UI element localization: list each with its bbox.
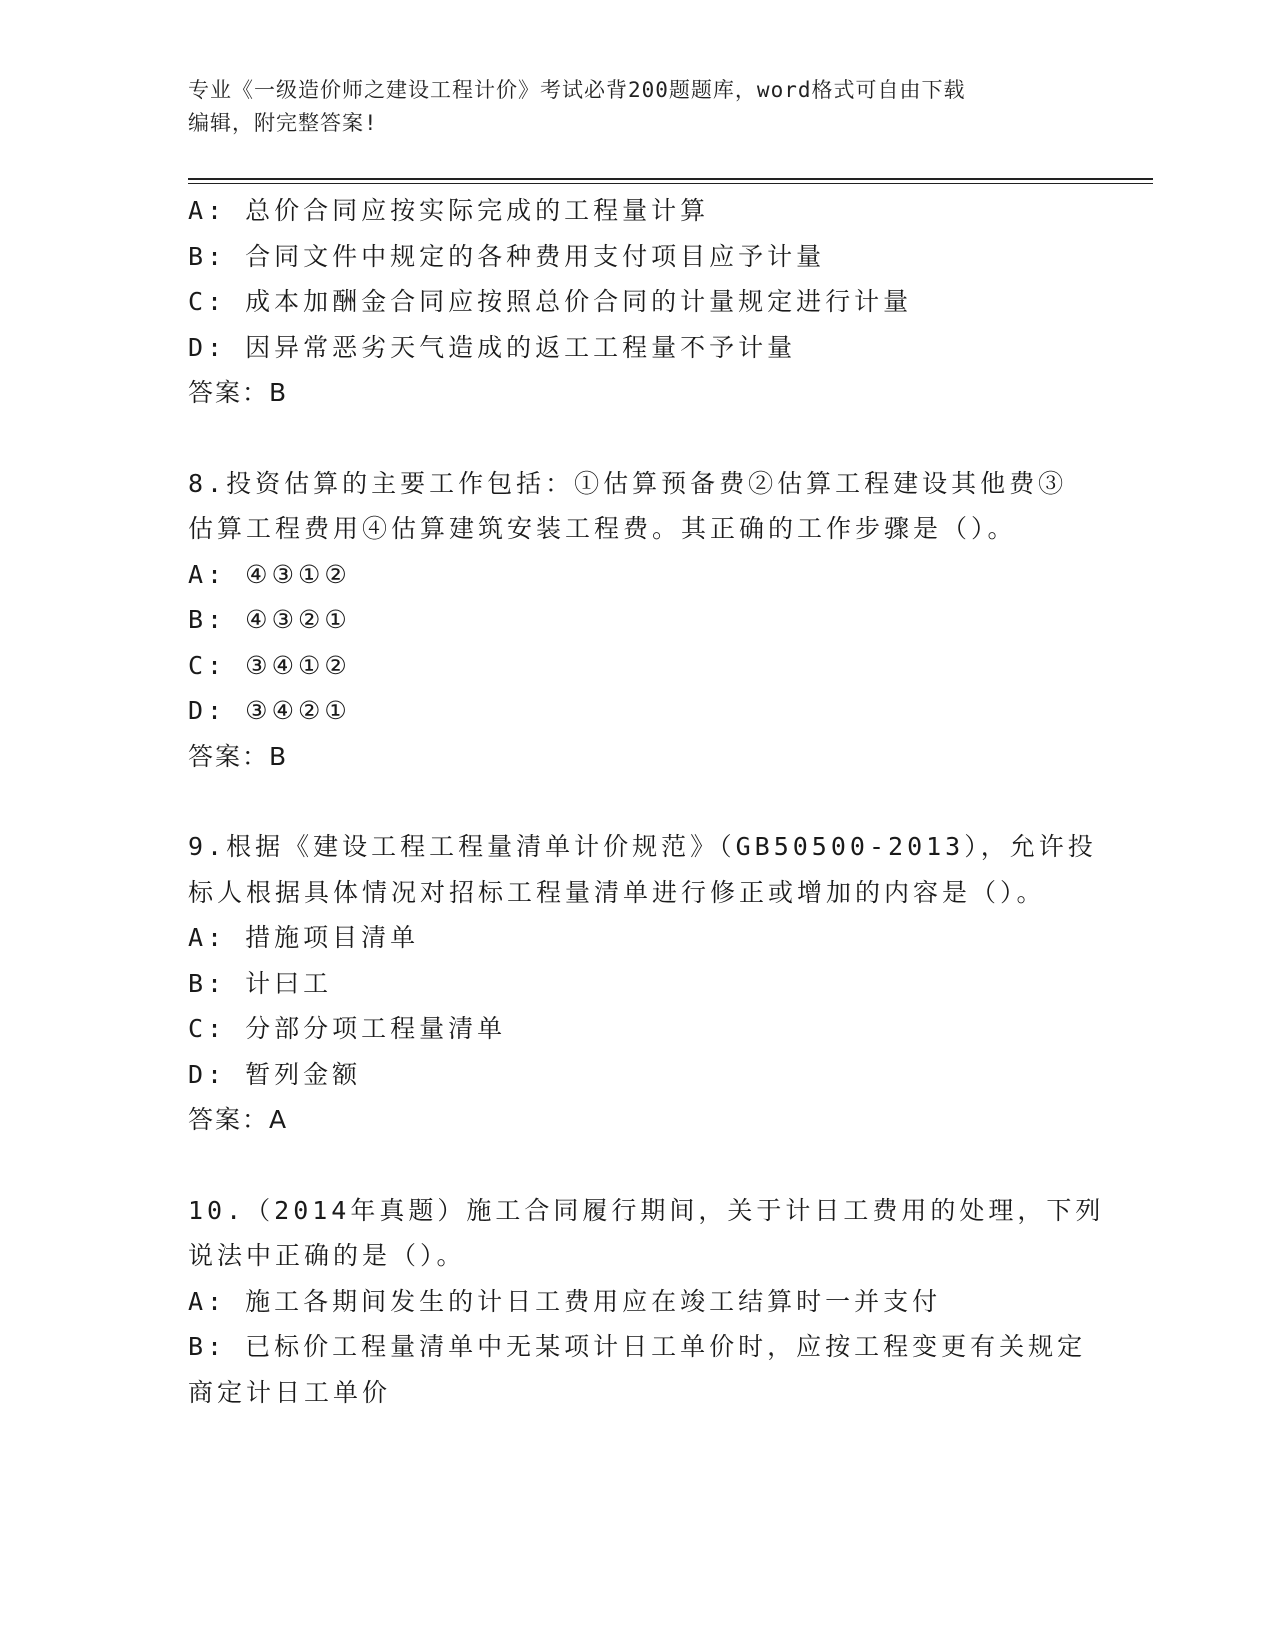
option-a: A: ④③①②	[188, 559, 351, 589]
question-7	[188, 188, 1088, 416]
question-8	[188, 461, 1088, 780]
option-a: A: 总价合同应按实际完成的工程量计算	[188, 196, 710, 225]
question-stem-line-2: 估算工程费用④估算建筑安装工程费。其正确的工作步骤是（）。	[188, 514, 1017, 543]
option-c: C: 成本加酬金合同应按照总价合同的计量规定进行计量	[188, 287, 913, 316]
option-d: D: 因异常恶劣天气造成的返工工程量不予计量	[188, 332, 797, 362]
question-stem-line-1: 9.根据《建设工程工程量清单计价规范》（GB50500-2013），允许投	[188, 832, 1097, 861]
option-a: A: 措施项目清单	[188, 923, 420, 952]
option-d: D: ③④②①	[188, 696, 351, 725]
answer-text: 答案：A	[188, 1105, 289, 1134]
spacer	[188, 1143, 1088, 1188]
answer-text: 答案：B	[188, 741, 289, 771]
spacer	[188, 416, 1088, 461]
option-b: B: ④③②①	[188, 605, 351, 634]
question-stem-line-1: 10.（2014年真题）施工合同履行期间，关于计日工费用的处理，下列	[188, 1195, 1105, 1225]
question-9	[188, 824, 1097, 1143]
spacer	[188, 779, 1088, 824]
option-b: B: 计曰工	[188, 968, 333, 998]
question-stem-line-1: 8.投资估算的主要工作包括：①估算预备费②估算工程建设其他费③	[188, 468, 1068, 498]
question-stem-line-2: 说法中正确的是（）。	[188, 1241, 466, 1270]
option-a: A: 施工各期间发生的计日工费用应在竣工结算时一并支付	[188, 1286, 942, 1316]
document-header	[188, 74, 1068, 140]
option-c: C: ③④①②	[188, 650, 351, 680]
option-b: B: 已标价工程量清单中无某项计日工单价时，应按工程变更有关规定	[188, 1332, 1087, 1361]
header-line-2: 编辑，附完整答案!	[188, 111, 378, 135]
option-b: B: 合同文件中规定的各种费用支付项目应予计量	[188, 241, 826, 271]
header-divider-thick	[188, 178, 1153, 180]
question-list	[188, 188, 1105, 1415]
option-c: C: 分部分项工程量清单	[188, 1014, 507, 1043]
option-b-continuation: 商定计日工单价	[188, 1377, 392, 1407]
header-divider-thin	[188, 183, 1153, 184]
header-line-1: 专业《一级造价师之建设工程计价》考试必背200题题库，word格式可自由下载	[188, 78, 966, 102]
question-stem-line-2: 标人根据具体情况对招标工程量清单进行修正或增加的内容是（）。	[188, 877, 1046, 907]
answer-text: 答案：B	[188, 378, 289, 407]
question-10	[188, 1188, 1105, 1416]
option-d: D: 暂列金额	[188, 1059, 362, 1089]
